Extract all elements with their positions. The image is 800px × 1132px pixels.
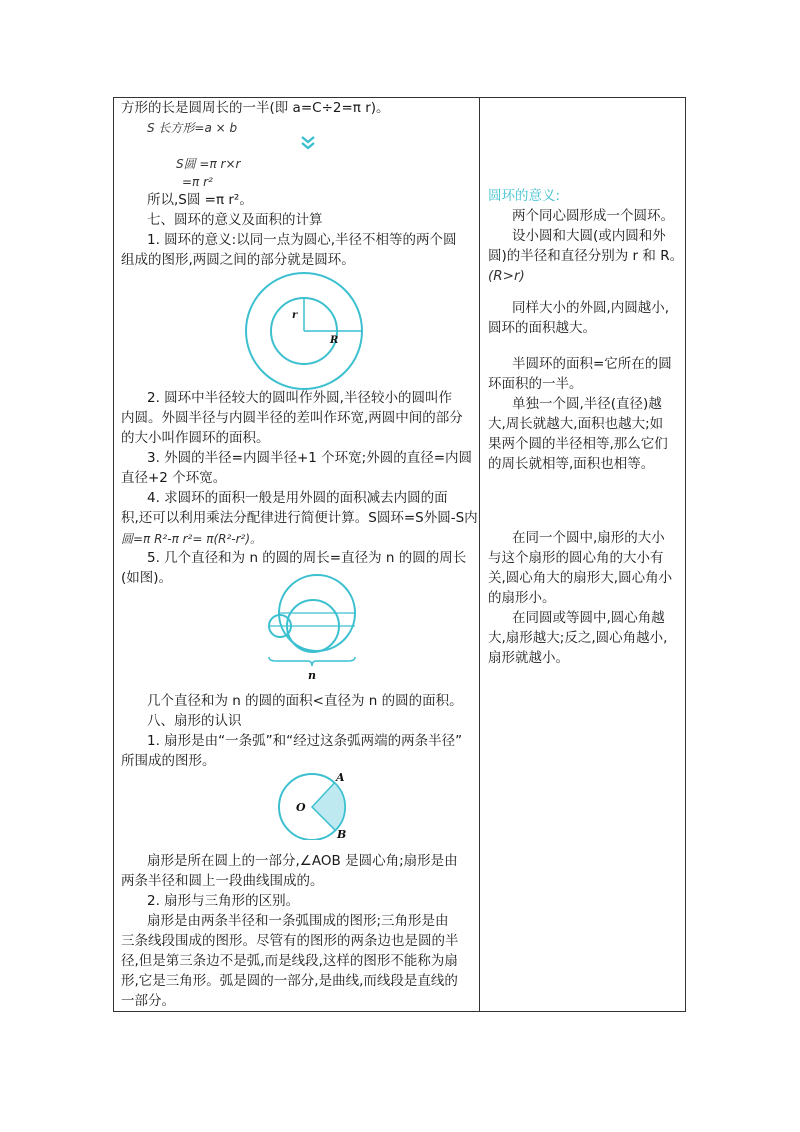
text-line: 方形的长是圆周长的一半(即 a=C÷2=π r)。 bbox=[121, 100, 390, 116]
brace-shape bbox=[269, 657, 355, 666]
text-line: 积,还可以利用乘法分配律进行简便计算。S圆环=S外圆-S内 bbox=[121, 510, 478, 526]
text-line: 所围成的图形。 bbox=[121, 753, 216, 769]
side-text-line: 的周长就相等,面积也相等。 bbox=[488, 456, 655, 472]
main-column bbox=[114, 98, 479, 1011]
text-line: 形,它是三角形。弧是圆的一部分,是曲线,而线段是直线的 bbox=[121, 973, 458, 989]
text-line: 扇形是由两条半径和一条弧围成的图形;三角形是由 bbox=[147, 913, 449, 929]
side-column bbox=[480, 98, 687, 1011]
text-line: 4. 求圆环的面积一般是用外圆的面积减去内圆的面 bbox=[147, 490, 448, 506]
text-line: 两条半径和圆上一段曲线围成的。 bbox=[121, 873, 324, 889]
text-line: 组成的图形,两圆之间的部分就是圆环。 bbox=[121, 252, 355, 268]
side-text-line: (R>r) bbox=[488, 268, 525, 284]
sector-shape bbox=[312, 783, 345, 831]
text-line: 径,但是第三条边不是弧,而是线段,这样的图形不能称为扇 bbox=[121, 953, 458, 969]
diameters-figure bbox=[264, 573, 359, 683]
formula-circle-area-result: =π r² bbox=[182, 175, 213, 189]
text-line: 的大小叫作圆环的面积。 bbox=[121, 430, 270, 446]
point-b-label: B bbox=[337, 828, 347, 840]
sector-figure bbox=[274, 768, 354, 840]
text-line: 三条线段围成的图形。尽管有的图形的两条边也是圆的半 bbox=[121, 933, 459, 949]
side-text-line: 在同一个圆中,扇形的大小 bbox=[512, 530, 665, 546]
brace-label: n bbox=[308, 669, 316, 682]
side-text-line: 的扇形小。 bbox=[488, 590, 556, 606]
section-heading: 七、圆环的意义及面积的计算 bbox=[147, 212, 323, 228]
side-text-line: 两个同心圆形成一个圆环。 bbox=[512, 208, 674, 224]
side-text-line: 同样大小的外圆,内圆越小, bbox=[512, 300, 670, 316]
text-line: 几个直径和为 n 的圆的面积<直径为 n 的圆的面积。 bbox=[147, 693, 463, 709]
side-text-line: 大,扇形越大;反之,圆心角越小, bbox=[488, 630, 668, 646]
inner-radius-label: r bbox=[292, 310, 298, 321]
side-text-line: 扇形就越小。 bbox=[488, 650, 569, 666]
side-text-line: 圆环的面积越大。 bbox=[488, 320, 596, 336]
text-line: 1. 扇形是由“一条弧”和“经过这条弧两端的两条半径” bbox=[147, 733, 463, 749]
text-line: 2. 圆环中半径较大的圆叫作外圆,半径较小的圆叫作 bbox=[147, 390, 452, 406]
down-arrow-icon bbox=[300, 136, 316, 150]
side-text-line: 与这个扇形的圆心角的大小有 bbox=[488, 550, 664, 566]
text-line: 5. 几个直径和为 n 的圆的周长=直径为 n 的圆的周长 bbox=[147, 550, 467, 566]
center-label: O bbox=[296, 801, 306, 814]
formula-annulus-area: 圆=π R²-π r²= π(R²-r²)。 bbox=[121, 532, 263, 546]
text-line: 1. 圆环的意义:以同一点为圆心,半径不相等的两个圆 bbox=[147, 232, 457, 248]
content-table bbox=[113, 97, 686, 1012]
side-text-line: 关,圆心角大的扇形大,圆心角小 bbox=[488, 570, 673, 586]
text-line: 所以,S圆 =π r²。 bbox=[147, 192, 253, 208]
side-text-line: 半圆环的面积=它所在的圆 bbox=[512, 356, 672, 372]
formula-rectangle-area: S 长方形=a × b bbox=[147, 121, 238, 135]
side-heading: 圆环的意义: bbox=[488, 188, 561, 204]
side-text-line: 圆)的半径和直径分别为 r 和 R。 bbox=[488, 248, 684, 264]
side-text-line: 单独一个圆,半径(直径)越 bbox=[512, 396, 662, 412]
side-text-line: 环面积的一半。 bbox=[488, 376, 583, 392]
text-line: 一部分。 bbox=[121, 993, 175, 1009]
text-line: 内圆。外圆半径与内圆半径的差叫作环宽,两圆中间的部分 bbox=[121, 410, 463, 426]
text-line: 2. 扇形与三角形的区别。 bbox=[147, 893, 300, 909]
side-text-line: 在同圆或等圆中,圆心角越 bbox=[512, 610, 665, 626]
side-text-line: 大,周长就越大,面积也越大;如 bbox=[488, 416, 664, 432]
outer-radius-label: R bbox=[330, 335, 339, 346]
point-a-label: A bbox=[336, 771, 345, 784]
text-line: 3. 外圆的半径=内圆半径+1 个环宽;外圆的直径=内圆 bbox=[147, 450, 473, 466]
text-line: 直径+2 个环宽。 bbox=[121, 470, 227, 486]
side-text-line: 设小圆和大圆(或内圆和外 bbox=[512, 228, 666, 244]
annulus-figure bbox=[244, 271, 364, 391]
text-line: 扇形是所在圆上的一部分,∠AOB 是圆心角;扇形是由 bbox=[147, 853, 458, 869]
formula-circle-area: S圆 =π r×r bbox=[176, 157, 241, 171]
section-heading: 八、扇形的认识 bbox=[147, 713, 242, 729]
side-text-line: 果两个圆的半径相等,那么它们 bbox=[488, 436, 668, 452]
text-line: (如图)。 bbox=[121, 570, 173, 586]
